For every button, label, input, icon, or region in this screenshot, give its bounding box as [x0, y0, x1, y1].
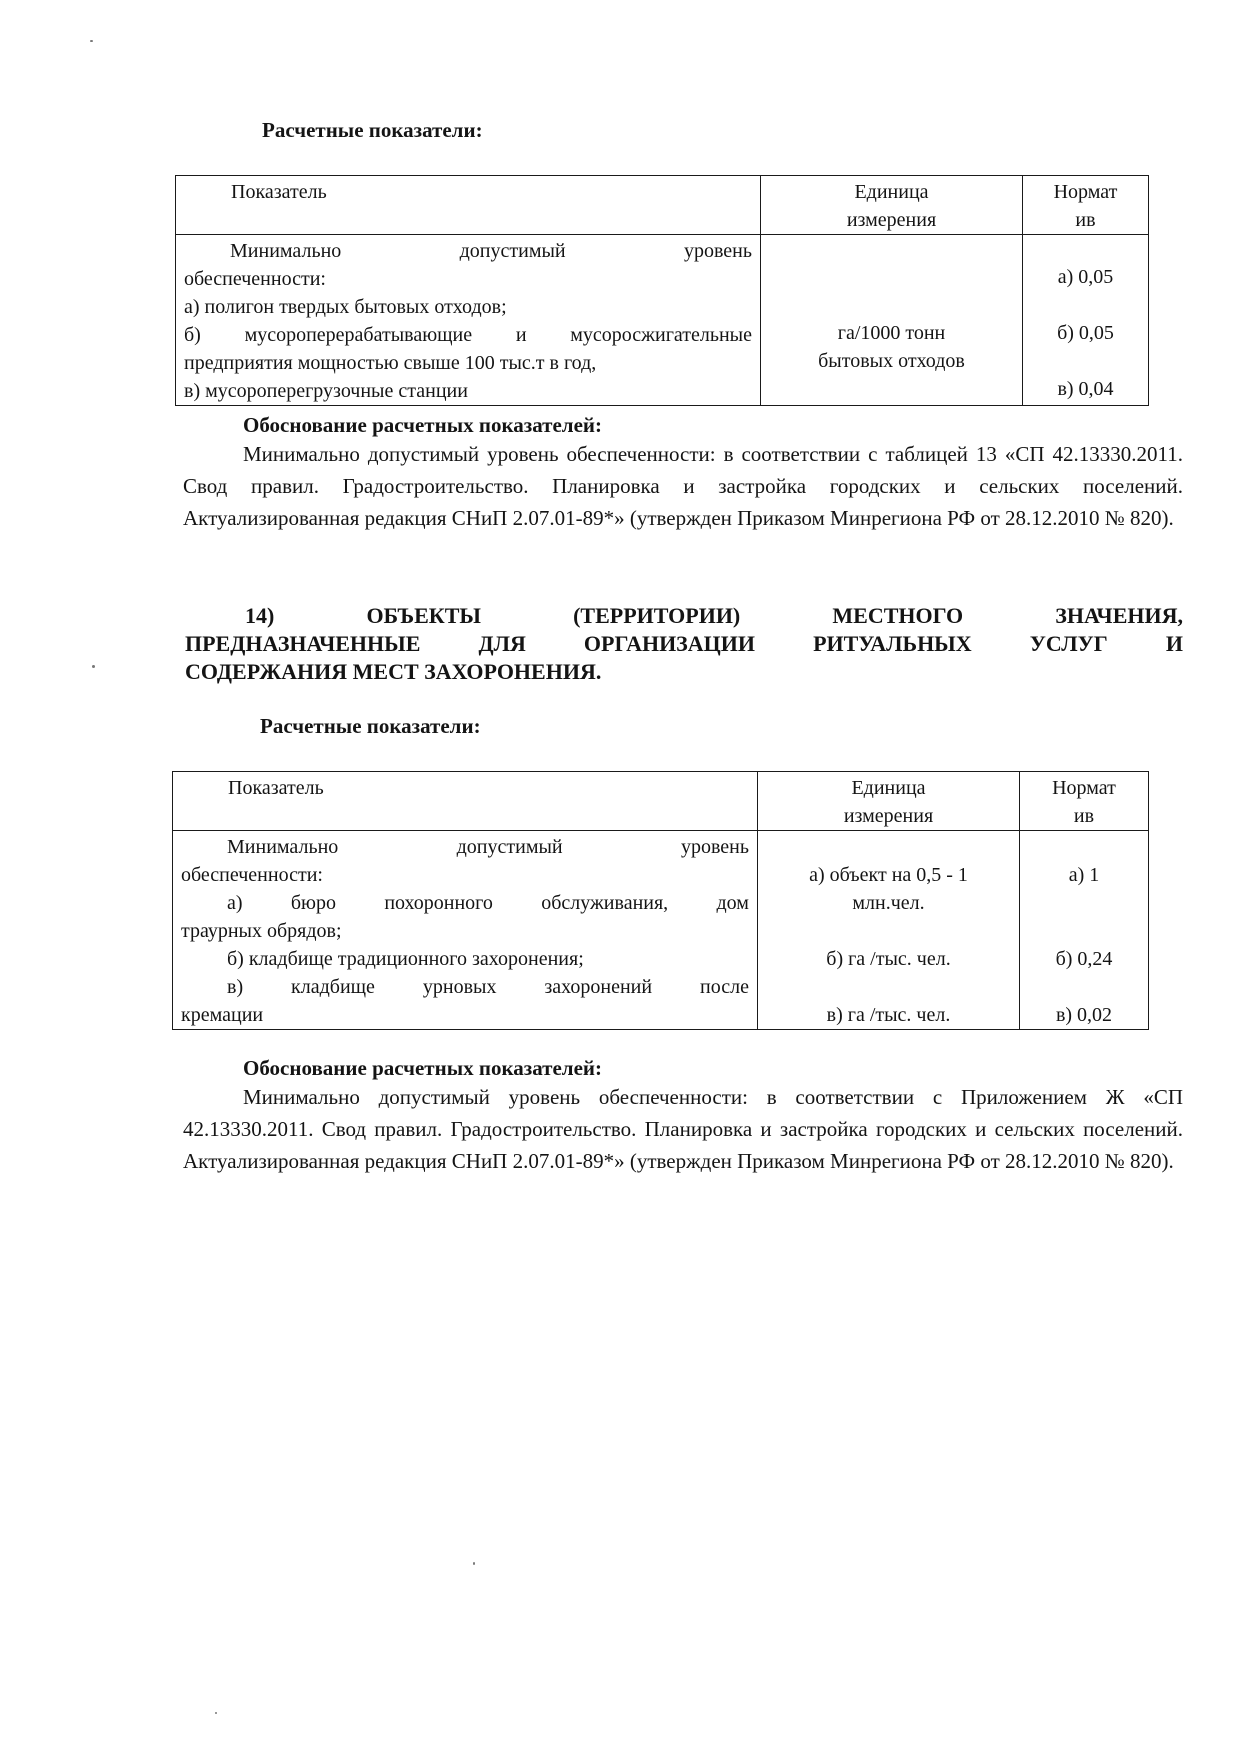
section-heading-line2 [185, 630, 1183, 658]
table2-header-indicator [173, 772, 758, 831]
table1-indicator-cell [176, 235, 761, 406]
scan-speck [90, 40, 93, 42]
word: обслуживания, [541, 892, 669, 914]
table1-header-unit [761, 176, 1023, 235]
word: ОРГАНИЗАЦИИ [583, 631, 756, 656]
norm-c: в) 0,04 [1057, 378, 1114, 400]
table2-header-unit [758, 772, 1020, 831]
indicator-line-c [181, 973, 749, 1001]
word: бюро [290, 892, 336, 914]
word: в) [227, 976, 244, 998]
unit-line2: бытовых отходов [818, 350, 965, 372]
indicator-line-a [181, 889, 749, 917]
indicator-first-line [184, 237, 752, 265]
table2-heading: Расчетные показатели: [260, 714, 481, 738]
header-norm-line2: ив [1075, 209, 1096, 231]
word: а) [227, 892, 243, 914]
indicator-line: обеспеченности: [184, 268, 326, 290]
unit-c: в) га /тыс. чел. [826, 1004, 951, 1026]
unit-a-line1: а) объект на 0,5 - 1 [809, 864, 968, 886]
header-unit-line2: измерения [846, 209, 937, 231]
justification2-title: Обоснование расчетных показателей: [243, 1056, 602, 1080]
norm-c: в) 0,02 [1055, 1004, 1113, 1026]
table1-header-norm [1023, 176, 1149, 235]
header-norm-line1: Нормат [1052, 777, 1116, 799]
header-indicator-label: Показатель [231, 181, 327, 203]
norm-b: б) 0,05 [1057, 322, 1114, 344]
table1-header-row [176, 176, 1149, 235]
justification2-text: Минимально допустимый уровень обеспеченности: в соответствии с Приложением Ж «СП 42.13330.2011. Свод правил. Градостроительство. Планировка и застройка городских и сельских поселений. Актуализированная редакция СНиП 2.07.01-89*» (утвержден Приказом Минрегиона РФ от 28.12.2010 № 820). [183, 1085, 1183, 1173]
indicator-first-line [181, 833, 749, 861]
word: Минимально [230, 240, 342, 262]
word: мусороперерабатывающие [244, 324, 473, 346]
scan-speck [215, 1712, 217, 1714]
word: захоронений [544, 976, 653, 998]
header-indicator-label: Показатель [228, 777, 324, 799]
header-norm-line1: Нормат [1053, 181, 1118, 203]
header-norm-line2: ив [1073, 805, 1095, 827]
table1-heading: Расчетные показатели: [262, 118, 483, 142]
word: допустимый [459, 240, 566, 262]
word: И [1165, 631, 1183, 656]
section-heading-line3: СОДЕРЖАНИЯ МЕСТ ЗАХОРОНЕНИЯ. [185, 659, 602, 684]
indicator-line: траурных обрядов; [181, 920, 342, 942]
norm-a: а) 1 [1068, 864, 1100, 886]
word: уровень [683, 240, 752, 262]
table1-data-row [176, 235, 1149, 406]
table2-unit-cell [758, 831, 1020, 1030]
table1-header-indicator [176, 176, 761, 235]
scan-speck [92, 665, 95, 668]
indicator-line-b: б) кладбище традиционного захоронения; [227, 948, 584, 970]
table2-data-row [173, 831, 1149, 1030]
justification1-title: Обоснование расчетных показателей: [243, 413, 602, 437]
word: после [700, 976, 749, 998]
word: уровень [680, 836, 749, 858]
word: Минимально [227, 836, 339, 858]
word: кладбище [291, 976, 375, 998]
justification1 [183, 412, 1183, 534]
header-unit-line1: Единица [854, 181, 929, 203]
header-unit-line2: измерения [843, 805, 934, 827]
table1-unit-cell [761, 235, 1023, 406]
table1-norm-cell [1023, 235, 1149, 406]
justification2 [183, 1055, 1183, 1177]
word: урновых [422, 976, 497, 998]
word: ОБЪЕКТЫ [366, 603, 481, 628]
norm-b: б) 0,24 [1055, 948, 1113, 970]
section-14-heading [185, 602, 1183, 686]
header-unit-line1: Единица [851, 777, 926, 799]
indicator-line: предприятия мощностью свыше 100 тыс.т в год, [184, 352, 597, 374]
word: мусоросжигательные [570, 324, 752, 346]
indicator-line-a: а) полигон твердых бытовых отходов; [184, 296, 507, 318]
norm-a: а) 0,05 [1057, 266, 1114, 288]
indicator-line-b [184, 321, 752, 349]
table2-header-norm [1020, 772, 1149, 831]
word: (ТЕРРИТОРИИ) [573, 603, 741, 628]
word: ПРЕДНАЗНАЧЕННЫЕ [185, 631, 421, 656]
word: УСЛУГ [1029, 631, 1108, 656]
unit-a-line2: млн.чел. [852, 892, 925, 914]
word: ЗНАЧЕНИЯ, [1055, 603, 1183, 628]
word: похоронного [384, 892, 493, 914]
word: допустимый [456, 836, 563, 858]
indicator-line: кремации [181, 1004, 264, 1026]
table2-indicator-cell [173, 831, 758, 1030]
word: б) [184, 324, 201, 346]
word: РИТУАЛЬНЫХ [813, 631, 972, 656]
indicator-line: обеспеченности: [181, 864, 323, 886]
word: дом [716, 892, 749, 914]
justification1-text: Минимально допустимый уровень обеспеченности: в соответствии с таблицей 13 «СП 42.13330.2011. Свод правил. Градостроительство. Планировка и застройка городских и сельских поселений. Актуализированная редакция СНиП 2.07.01-89*» (утвержден Приказом Минрегиона РФ от 28.12.2010 № 820). [183, 442, 1183, 530]
unit-line1: га/1000 тонн [837, 322, 946, 344]
word: ДЛЯ [478, 631, 526, 656]
scan-speck [473, 1562, 475, 1565]
table1 [175, 175, 1149, 406]
word: 14) [245, 603, 275, 628]
table2-header-row [173, 772, 1149, 831]
word: МЕСТНОГО [832, 603, 964, 628]
unit-b: б) га /тыс. чел. [826, 948, 951, 970]
table2-norm-cell [1020, 831, 1149, 1030]
section-heading-line1 [185, 602, 1183, 630]
indicator-line-c: в) мусороперегрузочные станции [184, 380, 468, 402]
table2 [172, 771, 1149, 1030]
word: и [515, 324, 527, 346]
